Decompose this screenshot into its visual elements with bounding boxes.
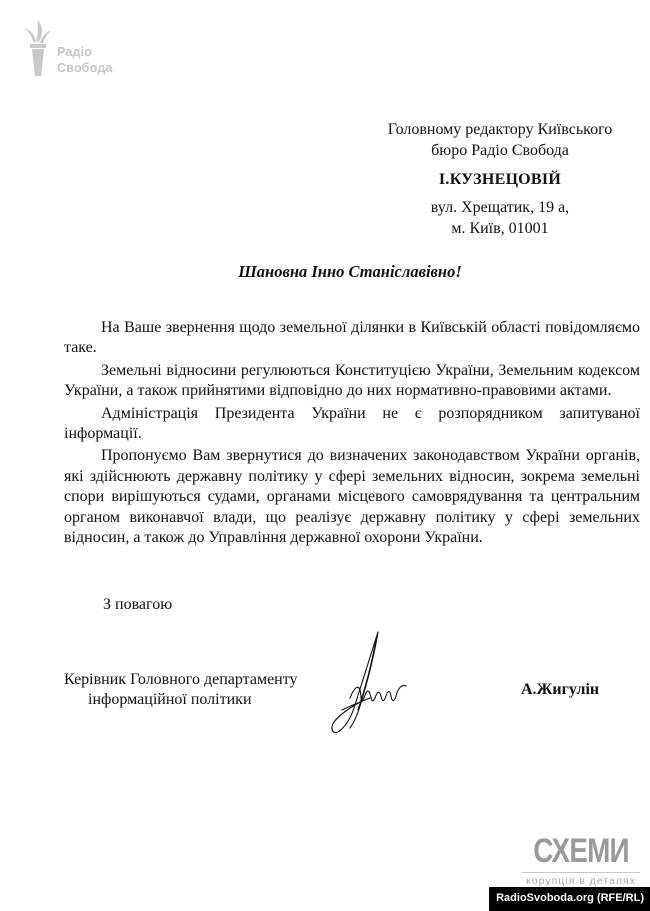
signer-title-line-1: Керівник Головного департаменту [64,671,298,688]
recipient-address: вул. Хрещатик, 19 а, [430,199,570,216]
recipient-position: Головному редактору Київського [387,121,613,138]
brand-divider [522,872,640,873]
body-paragraph: На Ваше звернення щодо земельної ділянки в Київській області повідомляємо таке. [64,319,640,357]
logo-line-2: Свобода [57,61,113,75]
brand-name: СХЕМИ [533,832,629,870]
logo-text [57,44,113,76]
brand-tagline: корупція в деталях [526,875,636,887]
body-paragraph: Пропонуємо Вам звернутися до визначених законодавством України органів, які здійснюють державну політику у сфері земельних відносин, зокрема земельні спори вирішуються судами, органами місцевого самоврядування та центральним органом виконавчої влади, що реалізує державну політику у сфері земельних відносин, а також до Управління державної охорони України. [64,447,640,547]
radio-svoboda-logo [22,18,122,82]
salutation: Шановна Інно Станіславівно! [238,262,462,281]
recipient-block [360,119,640,239]
body-paragraph: Адміністрація Президента України не є розпорядником запитуваної інформації. [64,404,640,443]
schemy-brand-logo [520,834,642,890]
handwritten-signature [320,628,420,738]
torch-icon [22,18,58,82]
logo-line-1: Радіо [57,45,93,59]
body-paragraph: Земельні відносини регулюються Конституцією України, Земельним кодексом України, а також прийнятими відповідно до них нормативно-правовими актами. [64,361,640,400]
signer-title-line-2: інформаційної політики [88,691,252,708]
photo-credit: RadioSvoboda.org (RFE/RL) [489,887,650,911]
recipient-city: м. Київ, 01001 [451,220,549,237]
letter-body [64,318,640,550]
signer-name: А.Жигулін [521,681,600,698]
signer-title [64,670,298,710]
recipient-name: І.КУЗНЕЦОВІЙ [438,171,562,188]
closing: З повагою [103,596,173,613]
recipient-organization: бюро Радіо Свобода [431,142,569,159]
